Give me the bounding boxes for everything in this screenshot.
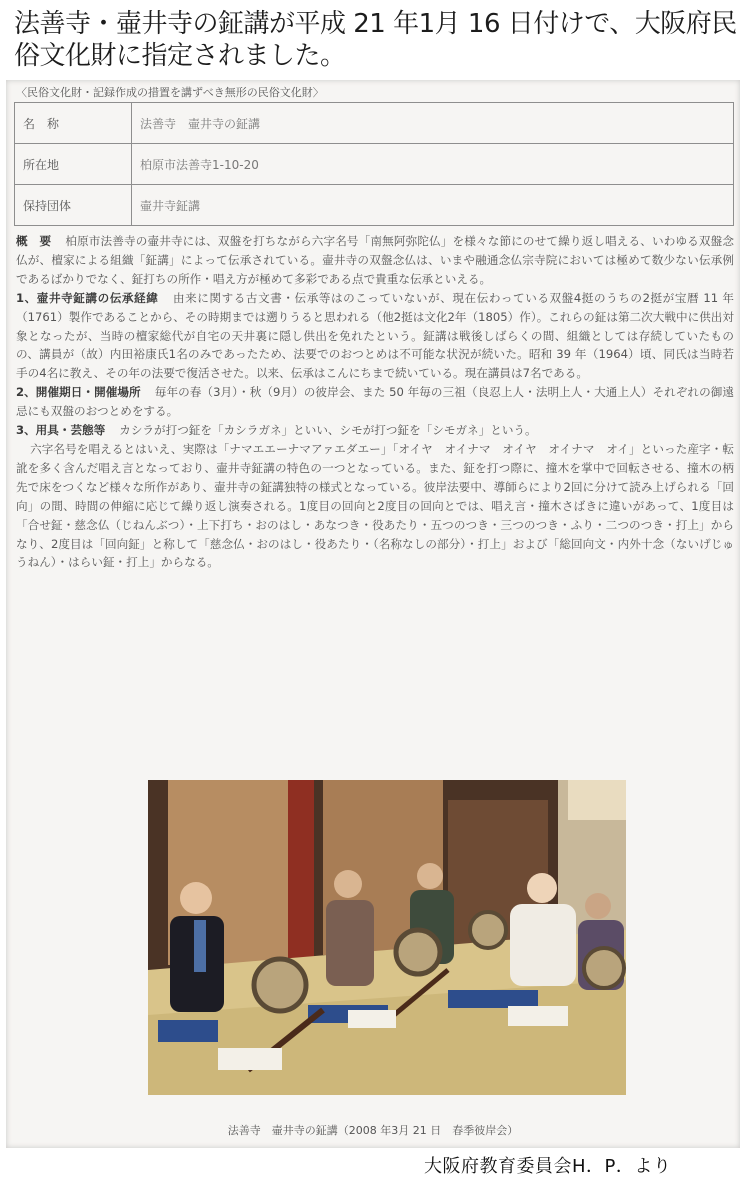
source-credit: 大阪府教育委員会H．P．より: [424, 1156, 672, 1177]
info-table: [14, 102, 734, 226]
info-row-group: [15, 185, 734, 226]
overview-heading: 概 要: [16, 234, 52, 248]
section-2-heading: 2、開催期日・開催場所: [16, 385, 141, 400]
overview-text: 柏原市法善寺の壷井寺には、双盤を打ちながら六字名号「南無阿弥陀仏」を様々な節にのせて繰り返し唱える、いわゆる双盤念仏が、檀家による組織「鉦講」によって伝承されている。壷井寺の双盤念仏は、いまや融通念仏宗寺院においては極めて数少ない伝承例であるばかりでなく、鉦打ちの所作・唱え方が極めて多彩である点で貴重な伝承といえる。: [16, 234, 734, 286]
overview-paragraph: [16, 232, 734, 289]
section-2-text: 毎年の春（3月）・秋（9月）の彼岸会、また 50 年毎の三祖（良忍上人・法明上人・大通上人）それぞれの御遠忌にも双盤のおつとめをする。: [16, 385, 734, 419]
info-row-name: [15, 103, 734, 144]
info-key: 名 称: [15, 103, 132, 144]
section-3-text: カシラが打つ鉦を「カシラガネ」といい、シモが打つ鉦を「シモガネ」という。: [119, 423, 537, 438]
designation-category: 〈民俗文化財・記録作成の措置を講ずべき無形の民俗文化財〉: [16, 86, 324, 99]
section-1-paragraph: [16, 289, 734, 384]
info-key: 保持団体: [15, 185, 132, 226]
document-sheet: [6, 80, 740, 1148]
section-3-heading: 3、用具・芸態等: [16, 423, 106, 438]
section-1-text: 由来に関する古文書・伝承等はのこっていないが、現在伝わっている双盤4挺のうちの2挺が宝暦 11 年（1761）製作であることから、その時期までは遡りうると思われる（他2挺は文化2年（1805）作）。これらの鉦は第二次大戦中に供出対象となったが、当時の檀家総代が自宅の天井裏に隠し供出を免れたという。鉦講は戦後しばらくの間、組織としては存続していたものの、講員が（故）内田裕康氏1名のみであったため、法要でのおつとめは不可能な状況が続いた。昭和 39 年（1964）頃、同氏は当時若手の4名に教え、その年の法要で復活させた。以来、伝承はこんにちまで続いている。現在講員は7名である。: [16, 290, 735, 381]
photo-caption: 法善寺 壷井寺の鉦講（2008 年3月 21 日 春季彼岸会）: [227, 1124, 519, 1137]
info-row-location: [15, 144, 734, 185]
info-value: 壷井寺鉦講: [132, 185, 734, 226]
ceremony-photo-illustration: [148, 780, 626, 1095]
info-key: 所在地: [15, 144, 132, 185]
page-title: 法善寺・壷井寺の鉦講が平成 21 年1月 16 日付けで、大阪府民俗文化財に指定されました。: [14, 9, 737, 71]
section-1-heading: 1、壷井寺鉦講の伝承経緯: [16, 290, 159, 305]
info-value: 法善寺 壷井寺の鉦講: [132, 103, 734, 144]
section-3-detail-text: 六字名号を唱えるとはいえ、実際は「ナマエエーナマアァエダエー」「オイヤ オイナマ オイヤ オイナマ オイ」といった産字・転訛を多く含んだ唱え言となっており、壷井寺鉦講の特色の一つとなっている。また、鉦を打つ際に、撞木を掌中で回転させる、撞木の柄先で床をつくなど様々な所作があり、壷井寺の鉦講独特の様式となっている。彼岸法要中、導師らにより2回に分けて読み上げられる「回向」の間、時間の伸縮に応じて繰り返し演奏される。1度目の回向と2度目の回向とでは、唱え言・撞木さばきに違いがあって、1度目は「合せ鉦・慈念仏（じねんぶつ）・上下打ち・おのはし・あなつき・役あたり・五つのつき・三つのつき・ふり・二つのつき・打上」からなり、2度目は「回向鉦」と称して「慈念仏・おのはし・役あたり・（名称なしの部分）・打上」および「総回向文・内外十念（ないげじゅうねん）・はらい鉦・打上」からなる。: [16, 441, 734, 570]
info-value: 柏原市法善寺1-10-20: [132, 144, 734, 185]
document-body: [16, 232, 734, 572]
ceremony-photo: [148, 780, 626, 1095]
section-3-detail: [16, 440, 734, 572]
section-3-paragraph: [16, 421, 734, 440]
section-2-paragraph: [16, 383, 734, 421]
